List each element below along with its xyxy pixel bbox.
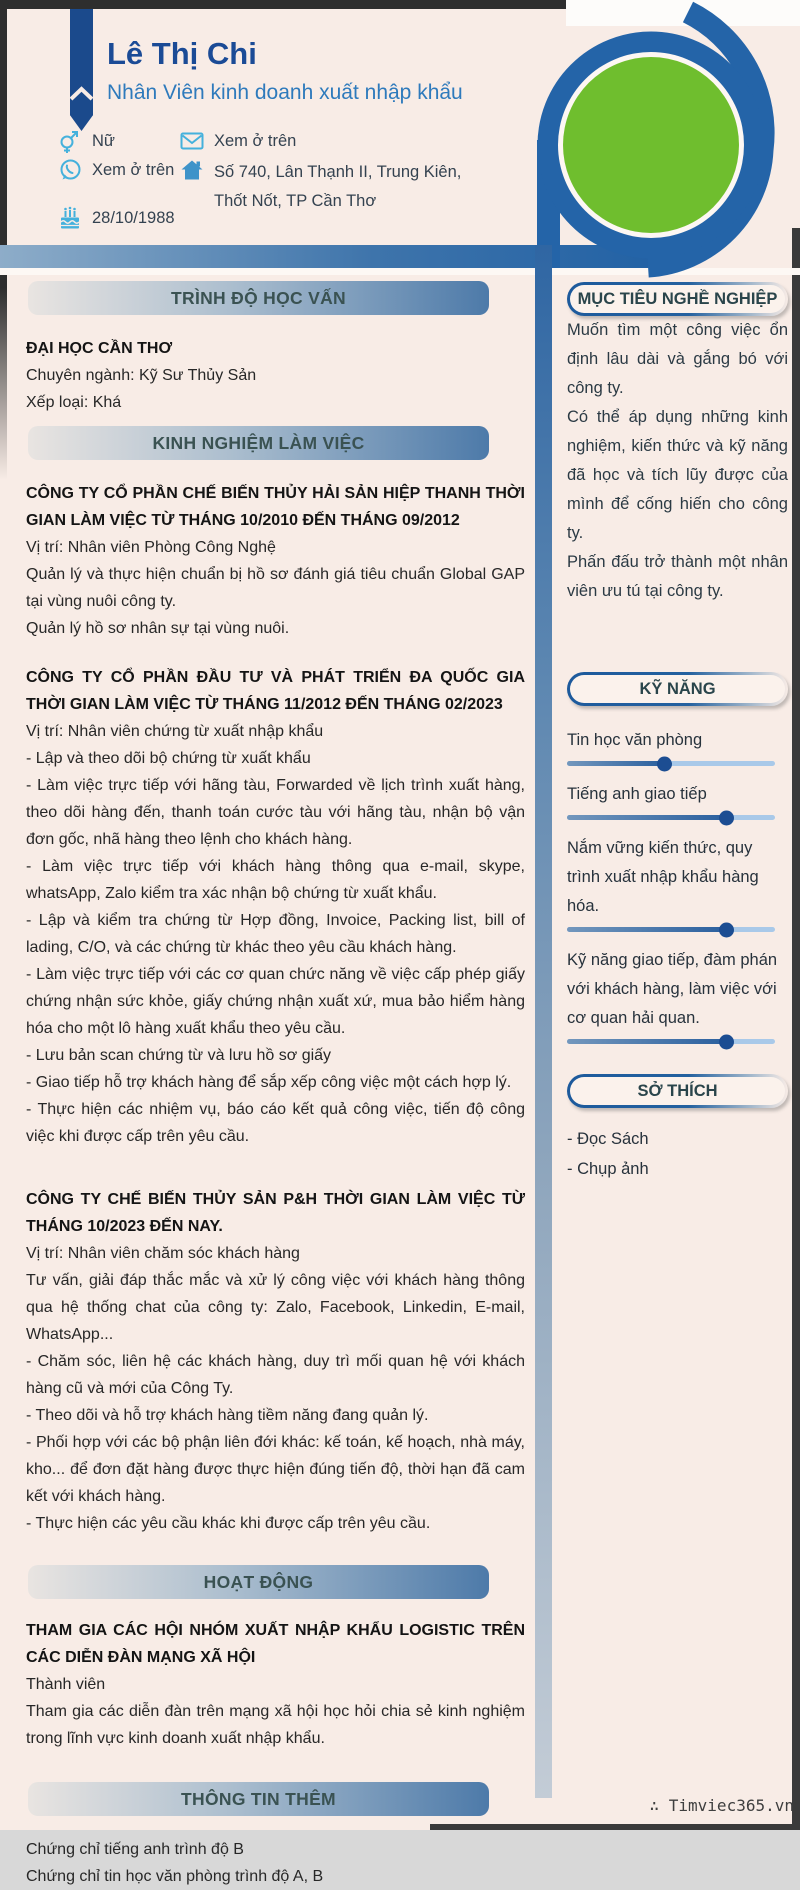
skill-item <box>567 834 788 932</box>
job-line: - Làm việc trực tiếp với hãng tàu, Forwarded về lịch trình xuất hàng, theo dõi hàng đến, thanh toán cước tàu với hãng tàu, nhận bộ vận đơn gốc, nhã hàng theo lệnh cho khách hàng. <box>26 777 525 848</box>
skill-label: Kỹ năng giao tiếp, đàm phán với khách hàng, làm việc với cơ quan hải quan. <box>567 951 778 1027</box>
objective-paragraph: Có thể áp dụng những kinh nghiệm, kiến thức và kỹ năng đã học và tích lũy được của mình để cống hiến cho công ty. <box>567 408 788 542</box>
side-column <box>567 280 788 1184</box>
candidate-name: Lê Thị Chi <box>107 36 257 71</box>
section-header-hobbies <box>567 1074 788 1108</box>
envelope-icon <box>180 129 204 153</box>
section-header-skills <box>567 672 788 706</box>
cv-header <box>0 0 800 280</box>
activity-line: Thành viên <box>26 1676 106 1693</box>
skill-slider[interactable] <box>567 761 775 766</box>
email-field <box>180 129 296 153</box>
education-school: ĐẠI HỌC CẦN THƠ <box>26 340 173 357</box>
skills-title: KỸ NĂNG <box>570 675 785 703</box>
job-line: - Chăm sóc, liên hệ các khách hàng, duy trì mối quan hệ với khách hàng cũ và mới của Công Ty. <box>26 1353 525 1397</box>
job-line: - Lập và kiểm tra chứng từ Hợp đồng, Invoice, Packing list, bill of lading, C/O, và các chứng từ khác theo yêu cầu khách hàng. <box>26 912 525 956</box>
email-value: Xem ở trên <box>214 132 297 150</box>
experience-job-3 <box>26 1186 525 1537</box>
job-company: CÔNG TY CỔ PHẦN ĐẦU TƯ VÀ PHÁT TRIỂN ĐA QUỐC GIA THỜI GIAN LÀM VIỆC TỪ THÁNG 11/2012 ĐẾN THÁNG 02/2023 <box>26 669 525 713</box>
objective-title: MỤC TIÊU NGHỀ NGHIỆP <box>570 285 785 313</box>
education-grade: Xếp loại: Khá <box>26 394 122 411</box>
objective-paragraph: Muốn tìm một công việc ổn định lâu dài và gắng bó với công ty. <box>567 321 788 397</box>
section-header-experience: KINH NGHIỆM LÀM VIỆC <box>28 426 489 460</box>
birthday-field <box>58 206 175 230</box>
skill-label: Tiếng anh giao tiếp <box>567 785 707 803</box>
skill-slider-knob[interactable] <box>719 922 734 937</box>
phone-value: Xem ở trên <box>92 161 175 179</box>
birthday-cake-icon <box>58 206 82 230</box>
job-line: Tư vấn, giải đáp thắc mắc và xử lý công việc với khách hàng thông qua hệ thống chat của công ty: Zalo, Facebook, Linkedin, E-mail, WhatsApp... <box>26 1272 525 1343</box>
ribbon-decoration <box>70 9 93 131</box>
job-line: Quản lý hồ sơ nhân sự tại vùng nuôi. <box>26 620 290 637</box>
main-column <box>26 280 525 1890</box>
section-header-additional-info: THÔNG TIN THÊM <box>28 1782 489 1816</box>
skill-slider-knob[interactable] <box>719 810 734 825</box>
skill-slider[interactable] <box>567 1039 775 1044</box>
additional-info-line: Chứng chỉ tiếng anh trình độ B <box>26 1841 244 1858</box>
birthday-value: 28/10/1988 <box>92 209 175 227</box>
column-divider <box>535 245 552 1798</box>
skill-label: Nắm vững kiến thức, quy trình xuất nhập khẩu hàng hóa. <box>567 839 759 915</box>
skill-slider[interactable] <box>567 815 775 820</box>
section-header-activities: HOẠT ĐỘNG <box>28 1565 489 1599</box>
job-line: Vị trí: Nhân viên Phòng Công Nghệ <box>26 539 276 556</box>
address-field <box>180 158 461 216</box>
skill-slider[interactable] <box>567 927 775 932</box>
skill-item <box>567 726 788 766</box>
whatsapp-icon <box>58 158 82 182</box>
skill-label: Tin học văn phòng <box>567 731 703 749</box>
job-company: CÔNG TY CỔ PHẦN CHẾ BIẾN THỦY HẢI SẢN HIỆP THANH THỜI GIAN LÀM VIỆC TỪ THÁNG 10/2010 ĐẾN THÁNG 09/2012 <box>26 485 525 529</box>
job-line: - Làm việc trực tiếp với khách hàng thông qua e-mail, skype, whatsApp, Zalo kiểm tra xác nhận bộ chứng từ xuất khẩu. <box>26 858 525 902</box>
experience-job-2 <box>26 664 525 1150</box>
gender-field <box>58 129 115 153</box>
hobby-item: - Chụp ảnh <box>567 1160 649 1178</box>
address-line-1: Số 740, Lân Thạnh II, Trung Kiên, <box>214 163 462 181</box>
job-line: - Lưu bản scan chứng từ và lưu hồ sơ giấy <box>26 1047 332 1064</box>
activity-heading: THAM GIA CÁC HỘI NHÓM XUẤT NHẬP KHẨU LOGISTIC TRÊN CÁC DIỄN ĐÀN MẠNG XÃ HỘI <box>26 1622 525 1666</box>
section-header-education: TRÌNH ĐỘ HỌC VẤN <box>28 281 489 315</box>
gender-icon <box>58 129 82 153</box>
address-value <box>214 158 461 216</box>
avatar-placeholder <box>563 57 739 233</box>
job-line: - Theo dõi và hỗ trợ khách hàng tiềm năng đang quản lý. <box>26 1407 429 1424</box>
hobbies-title: SỞ THÍCH <box>570 1077 785 1105</box>
skill-item <box>567 780 788 820</box>
skill-slider-knob[interactable] <box>719 1034 734 1049</box>
gender-value: Nữ <box>92 132 115 150</box>
candidate-job-title: Nhân Viên kinh doanh xuất nhập khẩu <box>107 81 463 104</box>
additional-info-line: Chứng chỉ tin học văn phòng trình độ A, B <box>26 1868 324 1885</box>
job-line: Quản lý và thực hiện chuẩn bị hồ sơ đánh giá tiêu chuẩn Global GAP tại vùng nuôi công ty. <box>26 566 525 610</box>
phone-field <box>58 158 174 182</box>
skill-slider-knob[interactable] <box>657 756 672 771</box>
job-line: Vị trí: Nhân viên chăm sóc khách hàng <box>26 1245 300 1262</box>
job-line: - Phối hợp với các bộ phận liên đới khác: kế toán, kế hoạch, nhà máy, kho... để đơn đặt hàng được thực hiện đúng tiến độ, thời hạn đã cam kết với khách hàng. <box>26 1434 525 1505</box>
home-icon <box>180 158 204 182</box>
objective-paragraph: Phấn đấu trở thành một nhân viên ưu tú tại công ty. <box>567 553 788 600</box>
page-edge-right <box>792 228 800 1830</box>
skill-item <box>567 946 788 1044</box>
job-line: - Thực hiện các yêu cầu khác khi được cấp trên yêu cầu. <box>26 1515 431 1532</box>
job-line: - Thực hiện các nhiệm vụ, báo cáo kết quả công việc, tiến độ công việc khi được cấp trên yêu cầu. <box>26 1101 525 1145</box>
ribbon-chevron-icon <box>70 85 93 107</box>
job-line: - Làm việc trực tiếp với các cơ quan chức năng về việc cấp phép giấy chứng nhận sức khỏe, giấy chứng nhận xuất xứ, mua bảo hiểm hàng hóa cho một lô hàng xuất khẩu theo yêu cầu. <box>26 966 525 1037</box>
hobby-item: - Đọc Sách <box>567 1130 649 1148</box>
job-line: - Lập và theo dõi bộ chứng từ xuất khẩu <box>26 750 311 767</box>
section-header-objective <box>567 282 788 316</box>
job-company: CÔNG TY CHẾ BIẾN THỦY SẢN P&H THỜI GIAN LÀM VIỆC TỪ THÁNG 10/2023 ĐẾN NAY. <box>26 1191 525 1235</box>
experience-job-1 <box>26 480 525 642</box>
activity-line: Tham gia các diễn đàn trên mạng xã hội học hỏi chia sẻ kinh nghiệm trong lĩnh vực kinh doanh xuất nhập khẩu. <box>26 1703 525 1747</box>
address-line-2: Thốt Nốt, TP Cần Thơ <box>214 192 377 210</box>
job-line: Vị trí: Nhân viên chứng từ xuất nhập khẩu <box>26 723 324 740</box>
job-line: - Giao tiếp hỗ trợ khách hàng để sắp xếp công việc một cách hợp lý. <box>26 1074 512 1091</box>
education-major: Chuyên ngành: Kỹ Sư Thủy Sản <box>26 367 257 384</box>
watermark-footer: ∴ Timviec365.vn <box>649 1796 794 1815</box>
